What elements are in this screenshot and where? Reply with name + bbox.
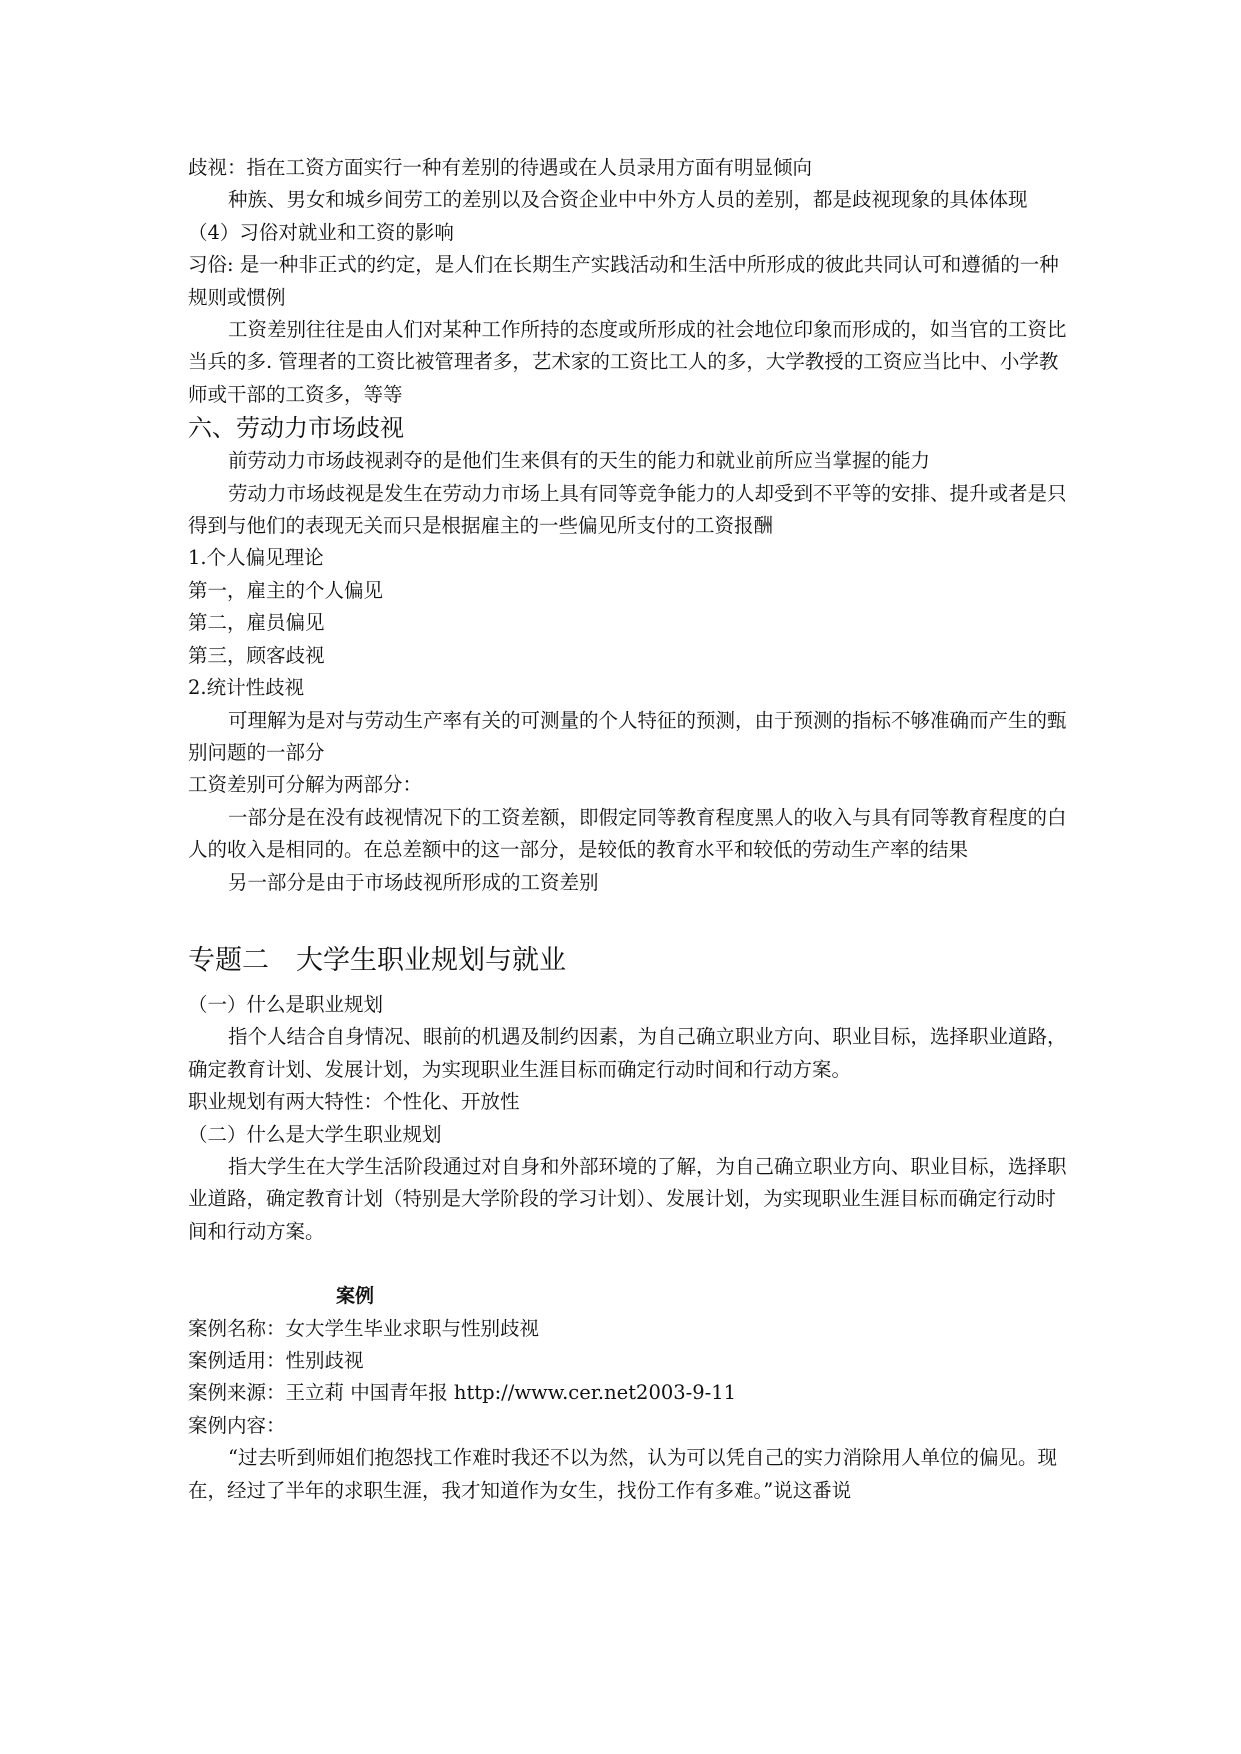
paragraph: 案例内容： [188,1413,286,1437]
paragraph: 种族、男女和城乡间劳工的差别以及合资企业中中外方人员的差别，都是歧视现象的具体体现 [228,188,1028,212]
section-heading: 六、劳动力市场歧视 [188,414,404,443]
paragraph: 指个人结合自身情况、眼前的机遇及制约因素，为自己确立职业方向、职业目标，选择职业道路，确定教育计划、发展计划，为实现职业生涯目标而确定行动时间和行动方案。 [188,1025,1067,1081]
paragraph: 第一，雇主的个人偏见 [188,578,384,602]
paragraph: 歧视：指在工资方面实行一种有差别的待遇或在人员录用方面有明显倾向 [188,156,813,179]
paragraph: 劳动力市场歧视是发生在劳动力市场上具有同等竞争能力的人却受到不平等的安排、提升或者是只得到与他们的表现无关而只是根据雇主的一些偏见所支付的工资报酬 [188,481,1067,538]
paragraph: 可理解为是对与劳动生产率有关的可测量的个人特征的预测，由于预测的指标不够准确而产生的甄别问题的一部分 [188,708,1067,764]
paragraph: 案例名称：女大学生毕业求职与性别歧视 [188,1316,540,1340]
paragraph: 工资差别可分解为两部分： [188,773,423,797]
paragraph: 另一部分是由于市场歧视所形成的工资差别 [228,870,599,894]
paragraph: 第三，顾客歧视 [188,643,325,667]
case-heading: 案例 [336,1285,375,1308]
document-body [188,152,1068,1507]
paragraph: （一）什么是职业规划 [188,992,384,1016]
paragraph: 2.统计性歧视 [188,676,305,700]
paragraph: （4）习俗对就业和工资的影响 [188,220,454,244]
paragraph: 职业规划有两大特性：个性化、开放性 [188,1090,520,1114]
paragraph: 1.个人偏见理论 [188,546,324,570]
topic-heading: 专题二 大学生职业规划与就业 [188,944,566,976]
paragraph: 一部分是在没有歧视情况下的工资差额，即假定同等教育程度黑人的收入与具有同等教育程度的白人的收入是相同的。在总差额中的这一部分，是较低的教育水平和较低的劳动生产率的结果 [188,805,1067,862]
paragraph: 工资差别往往是由人们对某种工作所持的态度或所形成的社会地位印象而形成的，如当官的工资比当兵的多. 管理者的工资比被管理者多，艺术家的工资比工人的多，大学教授的工资应当比中、小学教师或干部的工资多，等等 [188,318,1067,406]
paragraph: （二）什么是大学生职业规划 [188,1122,442,1146]
paragraph: 第二，雇员偏见 [188,611,325,635]
paragraph: 指大学生在大学生活阶段通过对自身和外部环境的了解，为自己确立职业方向、职业目标，选择职业道路，确定教育计划（特别是大学阶段的学习计划）、发展计划，为实现职业生涯目标而确定行动时间和行动方案。 [188,1154,1067,1243]
paragraph: “过去听到师姐们抱怨找工作难时我还不以为然，认为可以凭自己的实力消除用人单位的偏见。现在，经过了半年的求职生涯，我才知道作为女生，找份工作有多难。”说这番说 [188,1446,1057,1502]
paragraph: 习俗: 是一种非正式的约定，是人们在长期生产实践活动和生活中所形成的彼此共同认可和遵循的一种规则或惯例 [188,253,1059,309]
paragraph: 案例来源：王立莉 中国青年报 http://www.cer.net2003-9-11 [188,1381,737,1405]
paragraph: 案例适用：性别歧视 [188,1349,364,1372]
paragraph: 前劳动力市场歧视剥夺的是他们生来俱有的天生的能力和就业前所应当掌握的能力 [228,449,931,473]
